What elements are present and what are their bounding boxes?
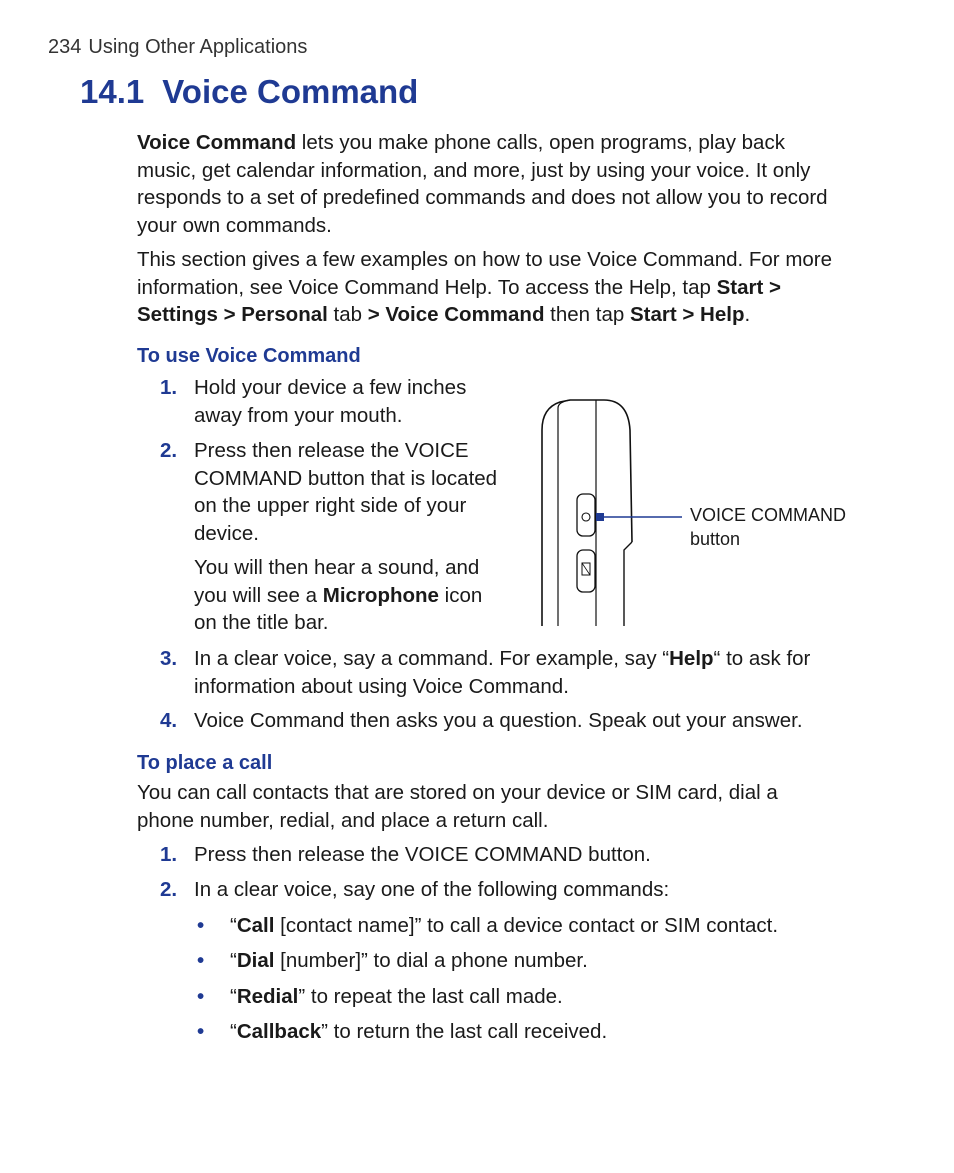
step-text: Press then release the VOICE COMMAND button that is located on the upper right side of your device. xyxy=(194,439,498,545)
step3-text-a: In a clear voice, say a command. For example, say “ xyxy=(194,647,670,670)
bullet-dot: • xyxy=(197,1020,205,1043)
bullet-text xyxy=(230,912,778,940)
para2-text-a: This section gives a few examples on how to use Voice Command. For more information, see Voice Command Help. To access the Help, tap xyxy=(137,248,833,299)
para2-text-e: . xyxy=(744,303,751,326)
note-bold: Microphone xyxy=(322,583,439,607)
step3-bold: Help xyxy=(669,647,714,670)
voice-command-button xyxy=(577,494,595,536)
step-text: Voice Command then asks you a question. Speak out your answer. xyxy=(194,709,803,732)
bullet-description: [contact name]” to call a device contact or SIM contact. xyxy=(274,914,779,937)
use-voice-command-heading: To use Voice Command xyxy=(137,345,361,367)
section-name: Using Other Applications xyxy=(88,36,308,58)
place-call-heading: To place a call xyxy=(137,752,273,774)
step-number: 2. xyxy=(160,439,178,462)
bullet-command: Callback xyxy=(236,1020,322,1043)
section-number: 14.1 xyxy=(80,73,145,110)
step-text: In a clear voice, say one of the following commands: xyxy=(194,878,670,901)
bullet-quote: “ xyxy=(230,949,237,972)
bullet-description: [number]” to dial a phone number. xyxy=(274,949,588,972)
step-number: 4. xyxy=(160,709,178,732)
callout-marker xyxy=(596,513,604,521)
bullet-quote: “ xyxy=(230,1020,237,1043)
bullet-dot: • xyxy=(197,949,205,972)
running-header xyxy=(48,36,314,59)
lower-button xyxy=(577,550,595,592)
bullet-description: ” to return the last call received. xyxy=(321,1020,608,1043)
step-note-text xyxy=(194,554,504,637)
para2-bold-3: Start > Help xyxy=(629,303,745,326)
device-side-illustration xyxy=(530,390,690,630)
para2-text-d: then tap xyxy=(544,303,630,326)
bullet-quote: “ xyxy=(230,914,237,937)
voice-command-callout: VOICE COMMAND button xyxy=(690,505,847,549)
page-title xyxy=(80,73,418,111)
para2-text-c: tab xyxy=(327,303,368,326)
step-number: 1. xyxy=(160,376,178,399)
step-number: 1. xyxy=(160,843,178,866)
step3-text-b: “ to ask for information about using Voice Command. xyxy=(194,647,811,698)
step-text: Hold your device a few inches away from your mouth. xyxy=(194,376,467,427)
intro-rest: lets you make phone calls, open programs, play back music, get calendar information, and more, just by using your voice. It only responds to a set of predefined commands and does not allow you to record your own commands. xyxy=(137,131,828,237)
step-number: 3. xyxy=(160,647,178,670)
step-number: 2. xyxy=(160,878,178,901)
bullet-description: ” to repeat the last call made. xyxy=(298,985,563,1008)
bullet-text xyxy=(230,947,588,975)
bullet-quote: “ xyxy=(230,985,237,1008)
note-text-a: You will then hear a sound, and you will see a xyxy=(194,556,480,607)
bullet-dot: • xyxy=(197,985,205,1008)
para2-bold-2: > Voice Command xyxy=(367,303,545,326)
step-text xyxy=(194,645,834,700)
step-text: Press then release the VOICE COMMAND button. xyxy=(194,843,651,866)
bullet-command: Dial xyxy=(236,949,275,972)
help-paragraph xyxy=(137,246,857,329)
intro-paragraph xyxy=(137,129,842,239)
bullet-command: Redial xyxy=(236,985,299,1008)
bullet-dot: • xyxy=(197,914,205,937)
device-lower-edge xyxy=(624,542,632,626)
page-number: 234 xyxy=(48,36,82,58)
device-inner-edge xyxy=(558,400,570,626)
device-back-edge xyxy=(542,400,570,626)
note-text-b: icon on the title bar. xyxy=(194,583,483,634)
place-call-intro: You can call contacts that are stored on your device or SIM card, dial a phone number, redial, and place a return call. xyxy=(137,781,778,832)
bullet-command: Call xyxy=(236,914,275,937)
para2-bold-1: Start > Settings > Personal xyxy=(137,275,781,326)
bullet-text xyxy=(230,983,563,1011)
bullet-text xyxy=(230,1018,607,1046)
title-text: Voice Command xyxy=(162,73,419,110)
intro-lead: Voice Command xyxy=(137,131,297,154)
